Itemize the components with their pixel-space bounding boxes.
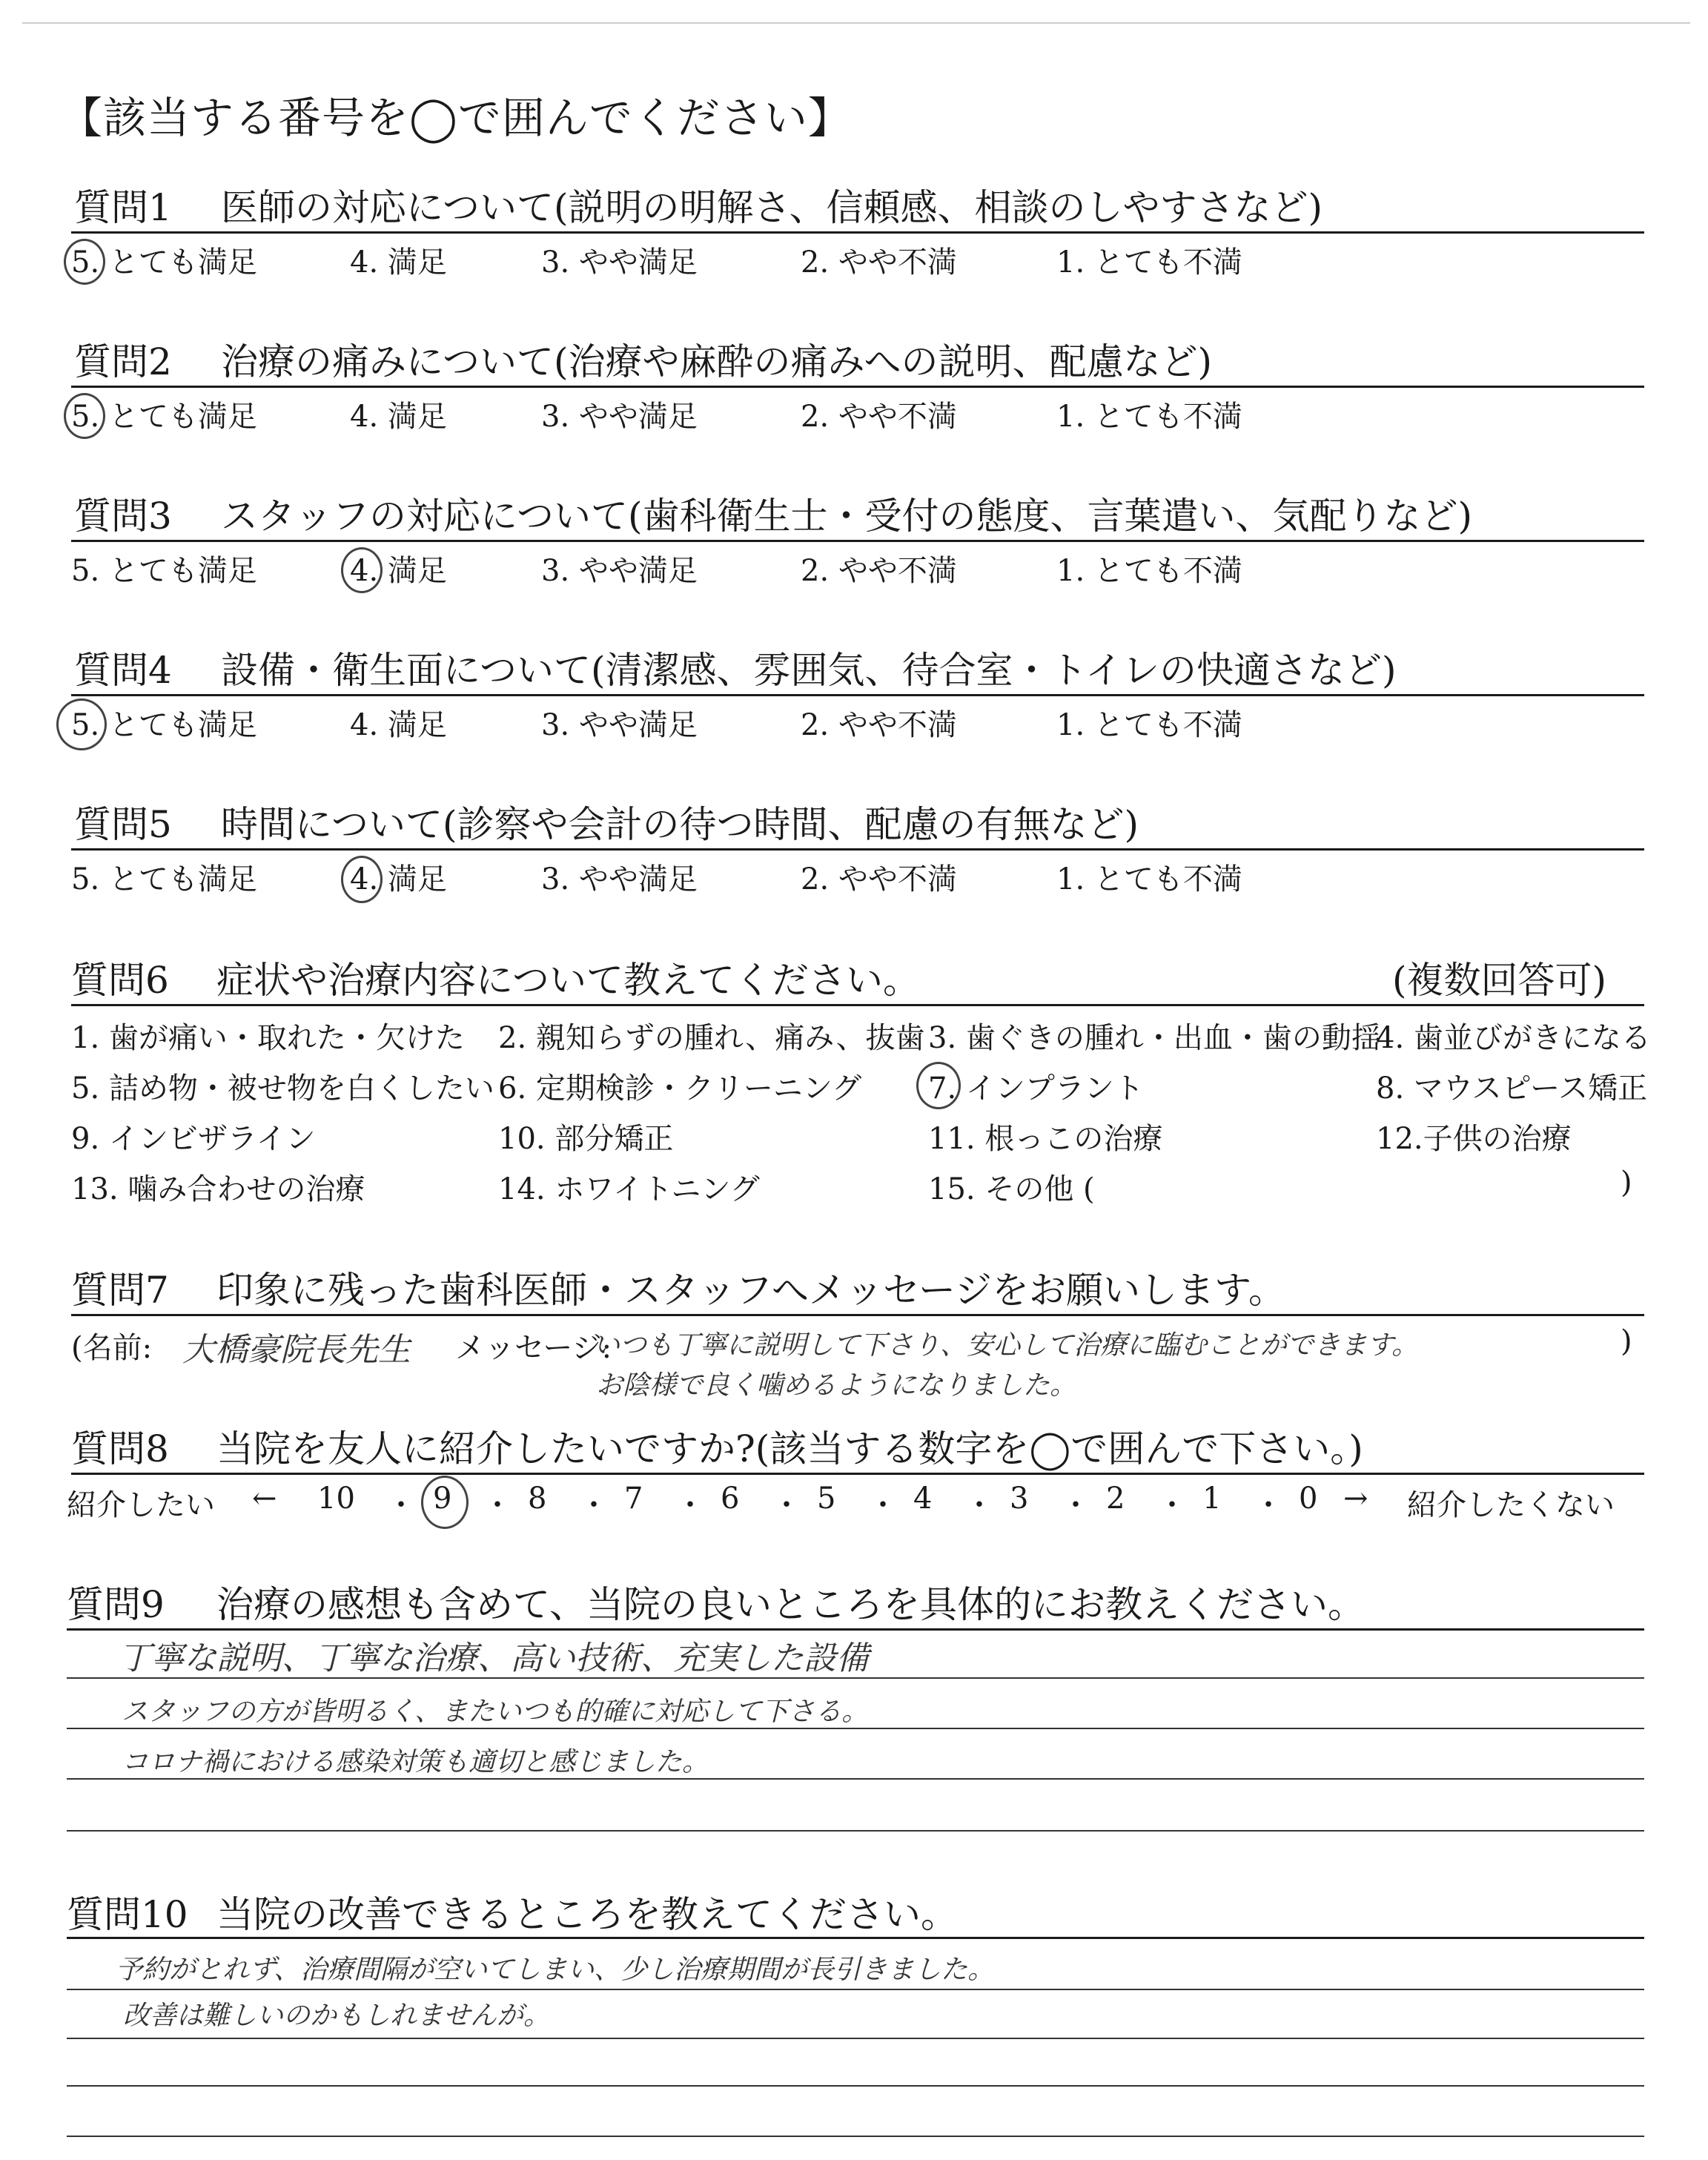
q7-message-line2[interactable]: お陰様で良く噛めるようになりました。 (596, 1370, 1077, 1401)
q6-text: 症状や治療内容について教えてください。 (216, 959, 920, 1002)
q9-answer-rule (67, 1677, 1644, 1679)
q3-rule (71, 540, 1644, 542)
q8-dot: ・ (1254, 1488, 1283, 1522)
q6-item-1[interactable]: 1. 歯が痛い・取れた・欠けた (71, 1021, 465, 1055)
q7-message-line1[interactable]: いつも丁寧に説明して下さり、安心して治療に臨むことができます。 (593, 1330, 1419, 1361)
q8-dot: ・ (868, 1488, 898, 1522)
q6-label: 質問6 (71, 959, 169, 1002)
q8-dot: ・ (1061, 1488, 1090, 1522)
q4-option-3[interactable]: 3. やや満足 (541, 708, 698, 742)
q9-answer-rule (67, 1728, 1644, 1729)
q10-text: 当院の改善できるところを教えてください。 (216, 1893, 958, 1936)
q4-option-1[interactable]: 1. とても不満 (1056, 708, 1242, 742)
q10-label: 質問10 (67, 1893, 188, 1936)
q6-item-15[interactable]: 15. その他 ( (928, 1172, 1095, 1206)
q10-answer-line-1[interactable]: 予約がとれず、治療間隔が空いてしまい、少し治療期間が長引きました。 (116, 1955, 995, 1985)
q8-rule (71, 1473, 1644, 1475)
q8-label: 質問8 (71, 1427, 169, 1470)
q8-selection-circle (421, 1476, 469, 1529)
q9-rule (67, 1628, 1644, 1631)
q8-arrow-left: ← (252, 1482, 277, 1516)
q8-dot: ・ (675, 1488, 705, 1522)
q2-text: 治療の痛みについて(治療や麻酔の痛みへの説明、配慮など) (221, 340, 1213, 383)
q4-option-4[interactable]: 4. 満足 (350, 708, 447, 742)
q1-text: 医師の対応について(説明の明解さ、信頼感、相談のしやすさなど) (221, 186, 1323, 229)
q6-item-7[interactable]: 7. インプラント (928, 1071, 1144, 1106)
q8-right-label: 紹介したくない (1407, 1488, 1615, 1522)
q4-option-5[interactable]: 5. とても満足 (71, 708, 257, 742)
q9-answer-rule (67, 1830, 1644, 1832)
q5-option-3[interactable]: 3. やや満足 (541, 862, 698, 896)
q3-option-2[interactable]: 2. やや不満 (801, 554, 957, 588)
q9-label: 質問9 (67, 1583, 165, 1626)
q10-answer-line-2[interactable]: 改善は難しいのかもしれませんが。 (123, 2001, 551, 2031)
q3-option-1[interactable]: 1. とても不満 (1056, 554, 1242, 588)
q6-item-14[interactable]: 14. ホワイトニング (498, 1172, 760, 1206)
q4-option-2[interactable]: 2. やや不満 (801, 708, 957, 742)
q2-label: 質問2 (74, 340, 172, 383)
q10-answer-rule (67, 2136, 1644, 2137)
q8-score-5[interactable]: 5 (817, 1482, 836, 1516)
q3-text: スタッフの対応について(歯科衛生士・受付の態度、言葉遣い、気配りなど) (221, 495, 1473, 538)
q5-text: 時間について(診察や会計の待つ時間、配慮の有無など) (221, 803, 1139, 846)
q9-answer-line-3[interactable]: コロナ禍における感染対策も適切と感じました。 (122, 1747, 709, 1777)
q5-option-2[interactable]: 2. やや不満 (801, 862, 957, 896)
q2-option-5[interactable]: 5. とても満足 (71, 400, 257, 434)
q5-label: 質問5 (74, 803, 172, 846)
q4-selection-circle (56, 698, 107, 750)
q7-rule (71, 1314, 1644, 1316)
q4-label: 質問4 (74, 649, 172, 692)
q8-dot: ・ (772, 1488, 801, 1522)
q10-rule (67, 1937, 1644, 1939)
q4-rule (71, 694, 1644, 696)
q8-score-2[interactable]: 2 (1106, 1482, 1125, 1516)
q8-dot: ・ (483, 1488, 512, 1522)
q7-name-label: (名前: (71, 1331, 153, 1365)
q8-left-label: 紹介したい (67, 1488, 215, 1522)
q6-item-2[interactable]: 2. 親知らずの腫れ、痛み、抜歯 (498, 1021, 925, 1055)
q8-dot: ・ (386, 1488, 416, 1522)
q8-score-3[interactable]: 3 (1010, 1482, 1029, 1516)
q8-score-6[interactable]: 6 (721, 1482, 740, 1516)
q5-selection-circle (341, 856, 383, 903)
q9-text: 治療の感想も含めて、当院の良いところを具体的にお教えください。 (216, 1583, 1365, 1626)
q1-option-4[interactable]: 4. 満足 (350, 245, 447, 280)
q5-option-1[interactable]: 1. とても不満 (1056, 862, 1242, 896)
q8-dot: ・ (1157, 1488, 1187, 1522)
q6-item-9[interactable]: 9. インビザライン (71, 1122, 316, 1156)
q6-note: (複数回答可) (1392, 959, 1607, 1002)
q1-option-1[interactable]: 1. とても不満 (1056, 245, 1242, 280)
q7-name-value[interactable]: 大橋豪院長先生 (182, 1331, 411, 1369)
q6-item-11[interactable]: 11. 根っこの治療 (928, 1122, 1163, 1156)
q2-option-4[interactable]: 4. 満足 (350, 400, 447, 434)
q4-text: 設備・衛生面について(清潔感、雰囲気、待合室・トイレの快適さなど) (221, 649, 1397, 692)
q6-rule (71, 1004, 1644, 1006)
q6-item-15-close: ) (1621, 1166, 1632, 1200)
q3-option-5[interactable]: 5. とても満足 (71, 554, 257, 588)
q10-answer-rule (67, 2085, 1644, 2087)
q1-option-5[interactable]: 5. とても満足 (71, 245, 257, 280)
q8-score-10[interactable]: 10 (317, 1482, 355, 1516)
q7-close: ) (1621, 1324, 1632, 1358)
q8-score-8[interactable]: 8 (528, 1482, 547, 1516)
q1-label: 質問1 (74, 186, 172, 229)
q5-option-5[interactable]: 5. とても満足 (71, 862, 257, 896)
q8-score-7[interactable]: 7 (624, 1482, 643, 1516)
q8-score-9[interactable]: 9 (433, 1482, 452, 1516)
q8-score-1[interactable]: 1 (1202, 1482, 1222, 1516)
q7-text: 印象に残った歯科医師・スタッフへメッセージをお願いします。 (216, 1269, 1285, 1312)
q5-option-4[interactable]: 4. 満足 (350, 862, 447, 896)
q6-item-8[interactable]: 8. マウスピース矯正 (1376, 1071, 1648, 1106)
q8-dot: ・ (579, 1488, 609, 1522)
q1-option-3[interactable]: 3. やや満足 (541, 245, 698, 280)
q8-score-0[interactable]: 0 (1299, 1482, 1318, 1516)
q3-option-4[interactable]: 4. 満足 (350, 554, 447, 588)
q6-item-6[interactable]: 6. 定期検診・クリーニング (498, 1071, 862, 1106)
q8-text: 当院を友人に紹介したいですか?(該当する数字を◯で囲んで下さい。) (216, 1427, 1363, 1470)
q6-item-4[interactable]: 4. 歯並びがきになる (1376, 1021, 1651, 1055)
q7-message-label: メッセージ: (455, 1331, 612, 1365)
q10-answer-rule (67, 1989, 1644, 1990)
q8-arrow-right: → (1343, 1482, 1368, 1516)
q2-option-3[interactable]: 3. やや満足 (541, 400, 698, 434)
q3-label: 質問3 (74, 495, 172, 538)
q3-selection-circle (341, 547, 383, 593)
q2-rule (71, 386, 1644, 388)
q6-selection-circle (916, 1062, 961, 1109)
q1-option-2[interactable]: 2. やや不満 (801, 245, 957, 280)
q6-item-10[interactable]: 10. 部分矯正 (498, 1122, 674, 1156)
q6-item-5[interactable]: 5. 詰め物・被せ物を白くしたい (71, 1071, 494, 1106)
q1-selection-circle (64, 239, 105, 285)
q5-rule (71, 848, 1644, 851)
q3-option-3[interactable]: 3. やや満足 (541, 554, 698, 588)
q9-answer-rule (67, 1778, 1644, 1780)
q6-item-13[interactable]: 13. 噛み合わせの治療 (71, 1172, 365, 1206)
q7-label: 質問7 (71, 1269, 169, 1312)
q2-selection-circle (64, 393, 105, 439)
page-title: 【該当する番号を◯で囲んでください】 (59, 93, 852, 143)
q1-rule (71, 231, 1644, 234)
q10-answer-rule (67, 2038, 1644, 2039)
q2-option-2[interactable]: 2. やや不満 (801, 400, 957, 434)
q9-answer-line-1[interactable]: 丁寧な説明、丁寧な治療、高い技術、充実した設備 (119, 1639, 869, 1677)
q8-dot: ・ (964, 1488, 994, 1522)
q6-item-12[interactable]: 12.子供の治療 (1376, 1122, 1572, 1156)
q6-item-3[interactable]: 3. 歯ぐきの腫れ・出血・歯の動揺 (928, 1021, 1381, 1055)
q8-score-4[interactable]: 4 (913, 1482, 933, 1516)
q2-option-1[interactable]: 1. とても不満 (1056, 400, 1242, 434)
scan-edge (22, 22, 1690, 24)
q9-answer-line-2[interactable]: スタッフの方が皆明るく、またいつも的確に対応して下さる。 (122, 1697, 869, 1727)
